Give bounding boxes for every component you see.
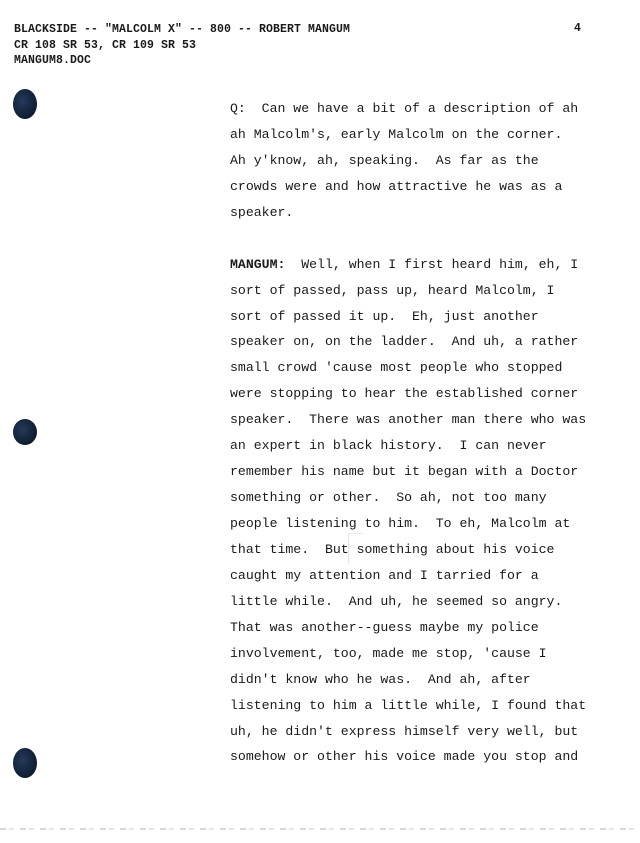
answer-line: speaker. There was another man there who was xyxy=(230,412,587,428)
paragraph-gap xyxy=(230,226,610,252)
header-reel-line: CR 108 SR 53, CR 109 SR 53 xyxy=(14,38,197,52)
punch-hole-top-icon xyxy=(13,89,37,119)
transcript-body xyxy=(230,96,610,770)
page-number: 4 xyxy=(574,22,581,35)
question-line: Ah y'know, ah, speaking. As far as the xyxy=(230,152,539,168)
answer-line: somehow or other his voice made you stop and xyxy=(230,749,579,765)
document-header xyxy=(14,22,350,69)
answer-line: little while. And uh, he seemed so angry. xyxy=(230,593,563,609)
answer-first-line xyxy=(230,252,610,278)
answer-line: remember his name but it began with a Doctor xyxy=(230,464,579,480)
punch-hole-middle-icon xyxy=(13,419,37,445)
answer-line: didn't know who he was. And ah, after xyxy=(230,671,531,687)
answer-line: an expert in black history. I can never xyxy=(230,438,547,454)
answer-line: listening to him a little while, I found that xyxy=(230,697,587,713)
answer-line: that time. But something about his voice xyxy=(230,541,555,557)
answer-line: speaker on, on the ladder. And uh, a rather xyxy=(230,334,579,350)
answer-line: That was another--guess maybe my police xyxy=(230,619,539,635)
answer-line: caught my attention and I tarried for a xyxy=(230,567,539,583)
answer-line: something or other. So ah, not too many xyxy=(230,490,547,506)
question-line: Q: Can we have a bit of a description of ah xyxy=(230,101,579,116)
answer-line: involvement, too, made me stop, 'cause I xyxy=(230,645,547,661)
answer-line: sort of passed, pass up, heard Malcolm, I xyxy=(230,282,555,298)
question-line: ah Malcolm's, early Malcolm on the corner. xyxy=(230,126,563,142)
scan-edge-line xyxy=(0,828,640,830)
header-filename-line: MANGUM8.DOC xyxy=(14,54,92,67)
question-line: crowds were and how attractive he was as a xyxy=(230,178,563,194)
header-title-line: BLACKSIDE -- "MALCOLM X" -- 800 -- ROBERT MANGUM xyxy=(14,23,351,36)
answer-line: sort of passed it up. Eh, just another xyxy=(230,308,539,324)
punch-hole-bottom-icon xyxy=(13,748,37,778)
answer-line-text: Well, when I first heard him, eh, I xyxy=(285,256,579,272)
answer-line: were stopping to hear the established corner xyxy=(230,386,579,402)
answer-line: people listening to him. To eh, Malcolm at xyxy=(230,516,571,531)
speaker-label: MANGUM: xyxy=(230,256,286,272)
answer-line: small crowd 'cause most people who stopped xyxy=(230,360,563,376)
answer-line: uh, he didn't express himself very well, but xyxy=(230,723,579,739)
question-line: speaker. xyxy=(230,204,294,220)
